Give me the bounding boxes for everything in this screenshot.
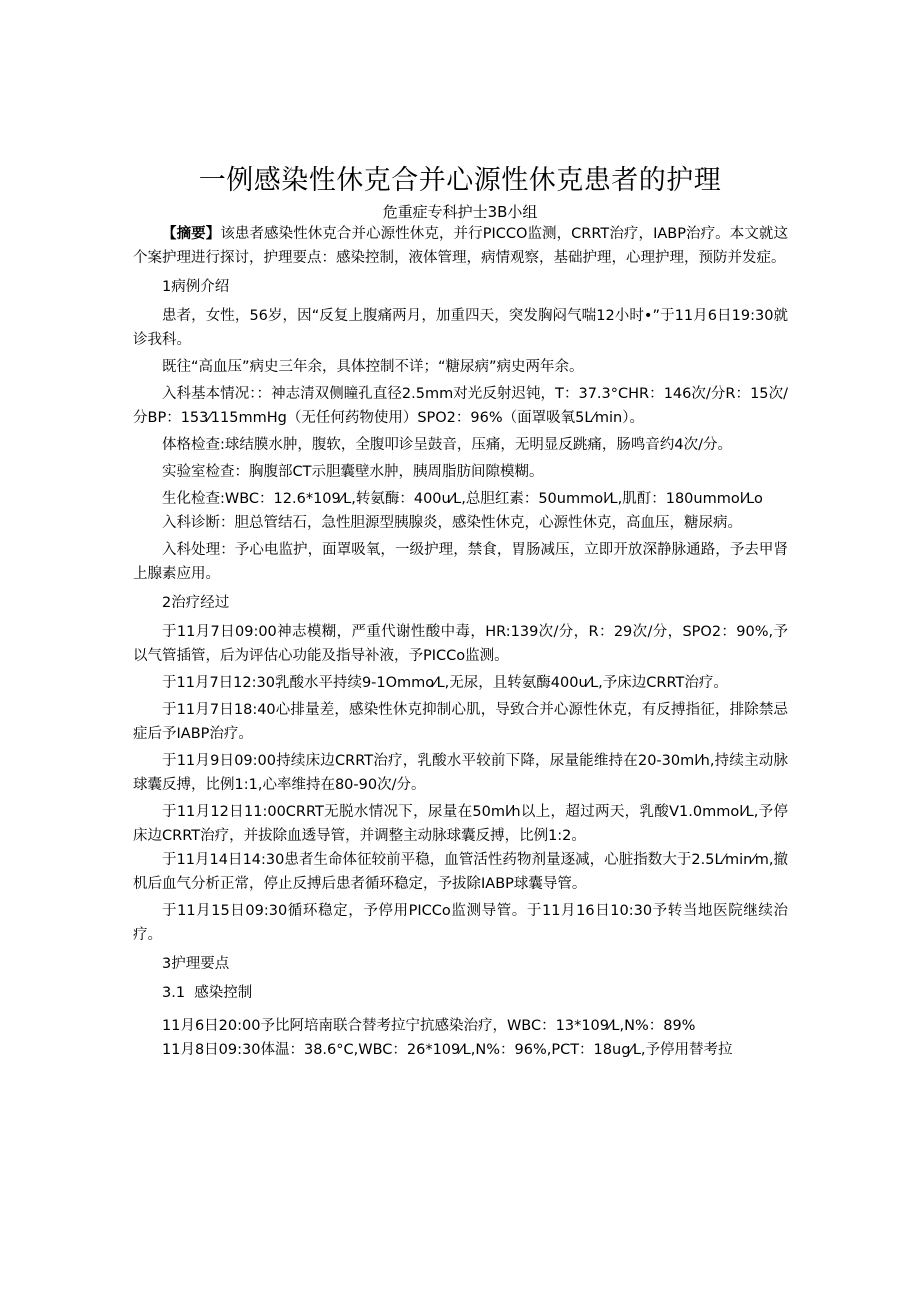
section-heading-2: 2治疗经过 [162, 595, 230, 611]
paragraph: 体格检查:球结膜水肿，腹软，全腹叩诊呈鼓音，压痛，无明显反跳痛，肠鸣音约4次/分。 [162, 437, 732, 453]
paragraph: 11月6日20:00予比阿培南联合替考拉宁抗感染治疗，WBC：13*109⁄L,N%：89% [162, 1018, 696, 1034]
abstract-paragraph [133, 222, 788, 270]
paragraph: 入科处理：予心电监护，面罩吸氧，一级护理，禁食，胃肠减压，立即开放深静脉通路，予去甲肾上腺素应用。 [133, 542, 788, 582]
paragraph: 于11月14日14:30患者生命体征较前平稳，血管活性药物剂量逐减，心脏指数大于2.5L⁄min⁄m,撤机后血气分析正常，停止反搏后患者循环稳定，予拔除IABP球囊导管。 [133, 852, 788, 892]
paragraph: 于11月7日12:30乳酸水平持续9-1Ommo⁄L,无尿，且转氨酶400u⁄L,予床边CRRT治疗。 [162, 675, 728, 691]
subsection-heading-3-1: 3.1 感染控制 [162, 985, 253, 1001]
paragraph: 于11月15日09:30循环稳定，予停用PICCo监测导管。于11月16日10:30予转当地医院继续治疗。 [133, 903, 788, 943]
paragraph: 于11月9日09:00持续床边CRRT治疗，乳酸水平较前下降，尿量能维持在20-30ml⁄h,持续主动脉球囊反搏，比例1:1,心率维持在80-90次/分。 [133, 753, 788, 793]
paragraph: 于11月12日11:00CRRT无脱水情况下，尿量在50ml⁄h以上，超过两天，乳酸V1.0mmol⁄L,予停床边CRRT治疗，并拔除血透导管，并调整主动脉球囊反搏，比例1:2。 [133, 804, 788, 844]
abstract-text: 该患者感染性休克合并心源性休克，并行PICCO监测，CRRT治疗，IABP治疗。本文就这个案护理进行探讨，护理要点：感染控制，液体管理，病情观察，基础护理，心理护理，预防并发症。 [133, 226, 788, 266]
section-heading-1: 1病例介绍 [162, 279, 230, 295]
paragraph: 于11月7日09:00神志模糊，严重代谢性酸中毒，HR:139次/分，R：29次/分，SPO2：90%,予以气管插管，后为评估心功能及指导补液，予PICCo监测。 [133, 624, 788, 664]
paragraph: 患者，女性，56岁，因“反复上腹痛两月，加重四天，突发胸闷气喘12小时•”于11月6日19:30就诊我科。 [133, 308, 789, 348]
paragraph: 11月8日09:30体温：38.6°C,WBC：26*109⁄L,N%：96%,PCT：18ug⁄L,予停用替考拉 [162, 1042, 733, 1058]
paragraph: 生化检查:WBC：12.6*109⁄L,转氨酶：400u⁄L,总胆红素：50ummol⁄L,肌酊：180ummol⁄Lo [162, 491, 763, 507]
abstract-label: 【摘要】 [162, 226, 221, 242]
section-heading-3: 3护理要点 [162, 956, 230, 972]
document-body [133, 222, 788, 1062]
paragraph: 入科诊断：胆总管结石，急性胆源型胰腺炎，感染性休克，心源性休克，高血压，糖尿病。 [162, 515, 742, 531]
document-subtitle: 危重症专科护士3B小组 [382, 203, 538, 221]
paragraph: 实验室检查：胸腹部CT示胆囊壁水肿，胰周脂肪间隙模糊。 [162, 464, 544, 480]
document-title: 一例感染性休克合并心源性休克患者的护理 [198, 165, 722, 196]
paragraph: 于11月7日18:40心排量差，感染性休克抑制心肌，导致合并心源性休克，有反搏指征，排除禁忌症后予IABP治疗。 [133, 702, 788, 742]
paragraph: 既往“高血压”病史三年余，具体控制不详；“糖尿病”病史两年余。 [162, 359, 584, 375]
paragraph: 入科基本情况：：神志清双侧瞳孔直径2.5mm对光反射迟钝，T：37.3°CHR：146次/分R：15次/分BP：153⁄115mmHg（无任何药物使用）SPO2：96%（面罩吸氧5L⁄min）。 [133, 386, 788, 426]
